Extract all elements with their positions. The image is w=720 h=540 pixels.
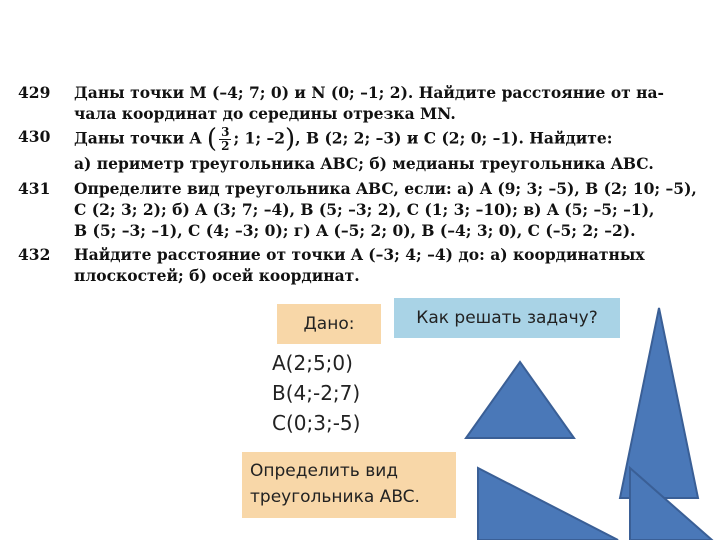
problem-text-line: B (5; –3; –1), C (4; –3; 0); г) A (–5; 2; 0), B (–4; 3; 0), C (–5; 2; –2). (74, 221, 636, 240)
problem-text-line: Даны точки M (–4; 7; 0) и N (0; –1; 2). Найдите расстояние от на- (74, 83, 664, 102)
problem-431 (18, 178, 708, 244)
problem-432 (18, 244, 708, 288)
given-label-box: Дано: (277, 304, 381, 344)
problem-text-line: Определите вид треугольника ABC, если: а) A (9; 3; –5), B (2; 10; –5), (74, 179, 697, 198)
problem-text-line: чала координат до середины отрезка MN. (74, 104, 456, 123)
problem-429 (18, 82, 708, 126)
given-points (272, 348, 360, 438)
point-b: B(4;-2;7) (272, 381, 361, 405)
problem-number: 429 (18, 83, 51, 102)
problems-list (18, 82, 708, 288)
problem-text-line: плоскостей; б) осей координат. (74, 266, 360, 285)
task-line: Определить вид (250, 461, 399, 481)
paren-open: ( (206, 124, 218, 154)
problem-text: , B (2; 2; –3) и C (2; 0; –1). Найдите: (295, 128, 613, 148)
problem-text-line: C (2; 3; 2); б) A (3; 7; –4), B (5; –3; 2), C (1; 3; –10); в) A (5; –5; –1), (74, 200, 655, 219)
problem-text: ; 1; –2 (233, 128, 285, 148)
isosceles-triangle (620, 308, 698, 498)
fraction-numerator: 3 (221, 125, 230, 139)
task-line: треугольника ABC. (250, 487, 420, 507)
problem-number: 431 (18, 179, 51, 198)
right-triangle-left (478, 468, 618, 540)
problem-text: Даны точки A (74, 128, 202, 148)
problem-number: 430 (18, 127, 51, 146)
point-c: C(0;3;-5) (272, 411, 361, 435)
problem-text-line: Найдите расстояние от точки A (–3; 4; –4) до: а) координатных (74, 245, 645, 264)
problem-text-line (74, 126, 708, 153)
problem-430 (18, 126, 708, 178)
equilateral-triangle (466, 362, 574, 438)
point-a: A(2;5;0) (272, 351, 353, 375)
paren-close: ) (285, 124, 296, 154)
fraction (219, 126, 231, 153)
question-box: Как решать задачу? (394, 298, 620, 338)
task-box (242, 452, 456, 518)
problem-number: 432 (18, 245, 51, 264)
fraction-denominator: 2 (221, 139, 230, 153)
right-triangle-right (630, 468, 712, 540)
problem-text-line: а) периметр треугольника ABC; б) медианы треугольника ABC. (74, 154, 654, 173)
